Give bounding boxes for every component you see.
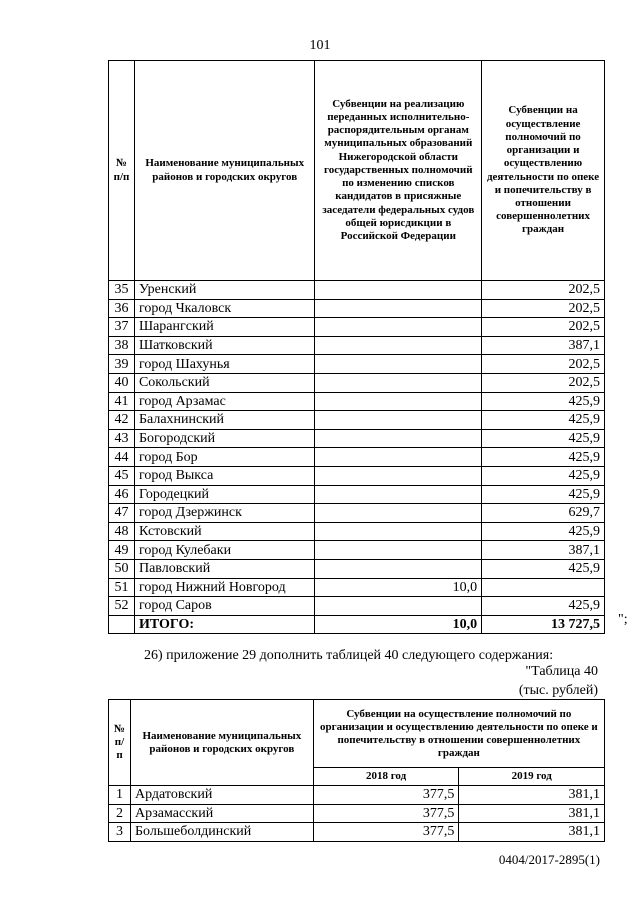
row-col2: 425,9 xyxy=(482,559,605,578)
table-row xyxy=(109,522,605,541)
header-col2: Субвенции на осуществление полномочий по организации и осуществлению деятельности по опеке и попечительству в отношении совершеннолетних граждан xyxy=(482,61,605,281)
document-code: 0404/2017-2895(1) xyxy=(498,852,600,867)
amendment-paragraph: 26) приложение 29 дополнить таблицей 40 следующего содержания: xyxy=(144,648,554,663)
row-col2: 387,1 xyxy=(482,541,605,560)
row-name: Богородский xyxy=(134,429,315,448)
row-name: Арзамасский xyxy=(130,804,313,823)
row-number: 49 xyxy=(109,541,135,560)
row-number: 38 xyxy=(109,336,135,355)
table-row xyxy=(109,541,605,560)
row-col2: 425,9 xyxy=(482,597,605,616)
table-row xyxy=(109,355,605,374)
row-col1 xyxy=(315,448,482,467)
table-row xyxy=(109,597,605,616)
t2-header-name: Наименование муниципальных районов и городских округов xyxy=(130,700,313,786)
row-col1: 10,0 xyxy=(315,578,482,597)
table-row xyxy=(109,429,605,448)
t2-header-2019: 2019 год xyxy=(459,768,605,786)
row-name: Городецкий xyxy=(134,485,315,504)
row-name: город Нижний Новгород xyxy=(134,578,315,597)
table-row xyxy=(109,804,605,823)
total-row xyxy=(109,615,605,634)
row-col2: 425,9 xyxy=(482,485,605,504)
table-row xyxy=(109,578,605,597)
table-row xyxy=(109,823,605,842)
row-col1 xyxy=(315,281,482,300)
row-2018: 377,5 xyxy=(313,786,459,805)
row-name: город Дзержинск xyxy=(134,504,315,523)
header-name: Наименование муниципальных районов и городских округов xyxy=(134,61,315,281)
row-number: 48 xyxy=(109,522,135,541)
row-col2 xyxy=(482,578,605,597)
closing-quote: "; xyxy=(618,612,628,627)
row-name: Сокольский xyxy=(134,373,315,392)
row-2018: 377,5 xyxy=(313,804,459,823)
t2-header-2018: 2018 год xyxy=(313,768,459,786)
row-name: Кстовский xyxy=(134,522,315,541)
row-col1 xyxy=(315,299,482,318)
row-number: 1 xyxy=(109,786,131,805)
row-2018: 377,5 xyxy=(313,823,459,842)
row-col2: 202,5 xyxy=(482,299,605,318)
row-col1 xyxy=(315,318,482,337)
table-row xyxy=(109,336,605,355)
row-number: 3 xyxy=(109,823,131,842)
row-number: 35 xyxy=(109,281,135,300)
row-number: 37 xyxy=(109,318,135,337)
row-col2: 425,9 xyxy=(482,392,605,411)
row-number: 39 xyxy=(109,355,135,374)
row-number: 47 xyxy=(109,504,135,523)
table-row xyxy=(109,448,605,467)
row-col1 xyxy=(315,429,482,448)
row-number: 36 xyxy=(109,299,135,318)
row-name: Шарангский xyxy=(134,318,315,337)
row-name: Ардатовский xyxy=(130,786,313,805)
row-col1 xyxy=(315,541,482,560)
row-col2: 202,5 xyxy=(482,373,605,392)
row-2019: 381,1 xyxy=(459,804,605,823)
row-name: город Бор xyxy=(134,448,315,467)
row-2019: 381,1 xyxy=(459,786,605,805)
row-col1 xyxy=(315,597,482,616)
t2-header-group: Субвенции на осуществление полномочий по организации и осуществлению деятельности по опеке и попечительству в отношении совершеннолетних граждан xyxy=(313,700,604,768)
row-name: город Кулебаки xyxy=(134,541,315,560)
row-col2: 425,9 xyxy=(482,448,605,467)
row-col2: 425,9 xyxy=(482,429,605,448)
table-row xyxy=(109,466,605,485)
row-number: 52 xyxy=(109,597,135,616)
total-col2: 13 727,5 xyxy=(482,615,605,634)
row-number: 46 xyxy=(109,485,135,504)
subvention-table-continued xyxy=(108,60,605,634)
row-col1 xyxy=(315,373,482,392)
table2-title: "Таблица 40 xyxy=(525,664,598,679)
row-col1 xyxy=(315,559,482,578)
row-number: 40 xyxy=(109,373,135,392)
row-number: 44 xyxy=(109,448,135,467)
row-col1 xyxy=(315,411,482,430)
row-name: город Выкса xyxy=(134,466,315,485)
table-row xyxy=(109,299,605,318)
table-row xyxy=(109,411,605,430)
header-col1: Субвенции на реализацию переданных исполнительно-распорядительным органам муниципальных образований Нижегородской области государственных полномочий по изменению списков кандидатов в присяжные заседатели федеральных судов общей юрисдикции в Российской Федерации xyxy=(315,61,482,281)
row-col2: 387,1 xyxy=(482,336,605,355)
row-col2: 202,5 xyxy=(482,355,605,374)
row-name: Уренский xyxy=(134,281,315,300)
row-name: Шатковский xyxy=(134,336,315,355)
subvention-table-40 xyxy=(108,699,605,842)
row-number: 41 xyxy=(109,392,135,411)
t2-header-number: № п/п xyxy=(109,700,131,786)
table-row xyxy=(109,504,605,523)
row-col1 xyxy=(315,522,482,541)
row-col1 xyxy=(315,392,482,411)
row-number: 50 xyxy=(109,559,135,578)
row-col2: 425,9 xyxy=(482,411,605,430)
row-name: Балахнинский xyxy=(134,411,315,430)
row-number: 2 xyxy=(109,804,131,823)
header-number: № п/п xyxy=(109,61,135,281)
table-row xyxy=(109,485,605,504)
row-col1 xyxy=(315,466,482,485)
table-row xyxy=(109,559,605,578)
table2-units: (тыс. рублей) xyxy=(518,683,598,698)
row-number: 45 xyxy=(109,466,135,485)
row-name: Павловский xyxy=(134,559,315,578)
table-row xyxy=(109,373,605,392)
row-number: 51 xyxy=(109,578,135,597)
row-col2: 425,9 xyxy=(482,466,605,485)
row-name: город Саров xyxy=(134,597,315,616)
row-2019: 381,1 xyxy=(459,823,605,842)
row-name: город Шахунья xyxy=(134,355,315,374)
row-col1 xyxy=(315,336,482,355)
row-col2: 629,7 xyxy=(482,504,605,523)
total-label: ИТОГО: xyxy=(134,615,315,634)
total-col1: 10,0 xyxy=(315,615,482,634)
table-row xyxy=(109,318,605,337)
row-col2: 202,5 xyxy=(482,281,605,300)
page-number: 101 xyxy=(309,38,331,53)
row-name: город Чкаловск xyxy=(134,299,315,318)
table-row xyxy=(109,281,605,300)
row-col2: 425,9 xyxy=(482,522,605,541)
row-col2: 202,5 xyxy=(482,318,605,337)
row-name: Большеболдинский xyxy=(130,823,313,842)
row-number: 43 xyxy=(109,429,135,448)
table-row xyxy=(109,392,605,411)
row-number: 42 xyxy=(109,411,135,430)
row-col1 xyxy=(315,485,482,504)
row-col1 xyxy=(315,355,482,374)
row-name: город Арзамас xyxy=(134,392,315,411)
table-row xyxy=(109,786,605,805)
row-col1 xyxy=(315,504,482,523)
